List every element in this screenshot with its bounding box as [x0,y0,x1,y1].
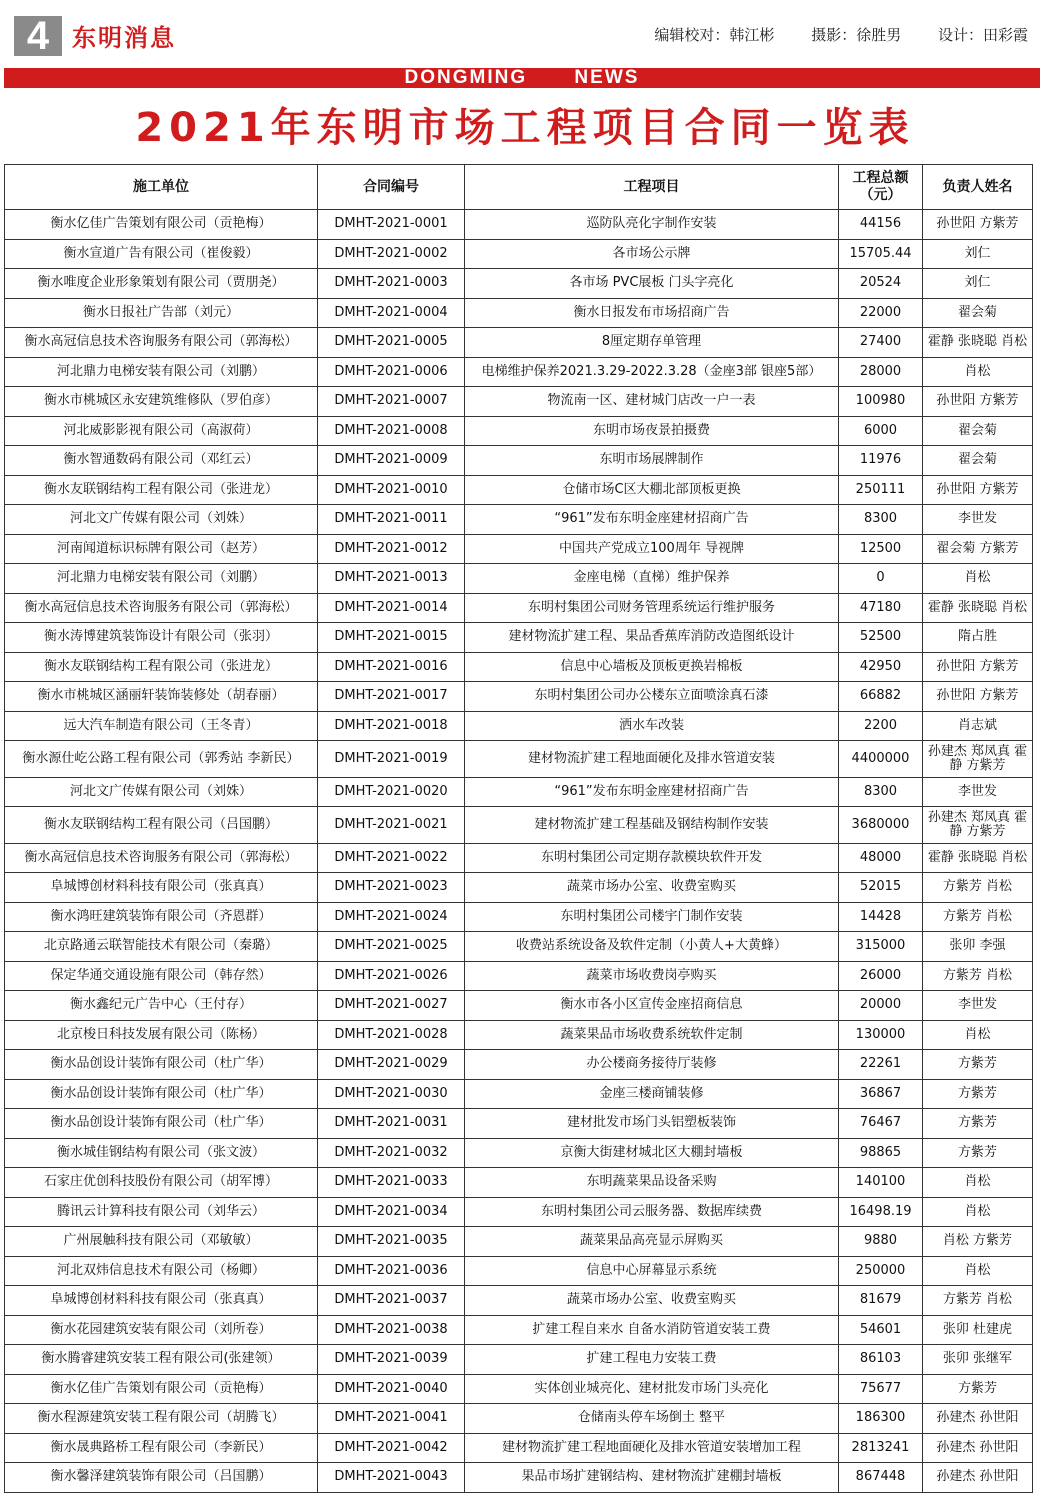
cell-unit: 远大汽车制造有限公司（王冬青） [5,711,318,741]
cell-person: 孙建杰 郑凤真 霍静 方紫芳 [923,807,1033,844]
cell-person: 肖松 [923,564,1033,594]
cell-unit: 衡水智通数码有限公司（邓红云） [5,446,318,476]
banner-text: DONGMING NEWS [404,67,640,88]
table-row [5,777,1033,807]
table-row [5,357,1033,387]
cell-project: 东明蔬菜果品设备采购 [465,1168,839,1198]
cell-unit: 衡水程源建筑安装工程有限公司（胡腾飞） [5,1404,318,1434]
cell-unit: 河北文广传媒有限公司（刘姝） [5,505,318,535]
table-row [5,1109,1033,1139]
table-row [5,1374,1033,1404]
cell-unit: 衡水亿佳广告策划有限公司（贡艳梅） [5,1374,318,1404]
cell-person: 方紫芳 [923,1109,1033,1139]
cell-amount: 47180 [839,593,923,623]
table-row [5,932,1033,962]
cell-code: DMHT-2021-0001 [318,210,465,240]
cell-person: 孙世阳 方紫芳 [923,387,1033,417]
cell-person: 孙建杰 孙世阳 [923,1463,1033,1493]
cell-amount: 12500 [839,534,923,564]
cell-person: 李世发 [923,505,1033,535]
cell-amount: 86103 [839,1345,923,1375]
cell-person: 张卯 杜建虎 [923,1315,1033,1345]
cell-project: 东明市场展牌制作 [465,446,839,476]
cell-amount: 4400000 [839,741,923,778]
newspaper-brand: 东明消息 [72,23,176,52]
cell-person: 方紫芳 肖松 [923,873,1033,903]
cell-unit: 衡水亿佳广告策划有限公司（贡艳梅） [5,210,318,240]
cell-project: 巡防队亮化字制作安装 [465,210,839,240]
cell-amount: 20000 [839,991,923,1021]
cell-unit: 阜城博创材料科技有限公司（张真真） [5,873,318,903]
table-row [5,298,1033,328]
cell-code: DMHT-2021-0014 [318,593,465,623]
table-row [5,1286,1033,1316]
cell-code: DMHT-2021-0042 [318,1433,465,1463]
cell-project: 物流南一区、建材城门店改一户一表 [465,387,839,417]
table-row [5,564,1033,594]
cell-unit: 衡水城佳钢结构有限公司（张文波） [5,1138,318,1168]
cell-project: 东明村集团公司定期存款模块软件开发 [465,843,839,873]
table-row [5,534,1033,564]
cell-code: DMHT-2021-0025 [318,932,465,962]
table-row [5,711,1033,741]
table-body [5,210,1033,1493]
cell-person: 孙世阳 方紫芳 [923,652,1033,682]
cell-project: 各市场公示牌 [465,239,839,269]
cell-code: DMHT-2021-0010 [318,475,465,505]
header-unit: 施工单位 [5,165,318,210]
cell-code: DMHT-2021-0013 [318,564,465,594]
cell-project: 办公楼商务接待厅装修 [465,1050,839,1080]
cell-person: 翟会菊 [923,416,1033,446]
credit-photographer: 摄影：徐胜男 [811,26,902,44]
cell-amount: 0 [839,564,923,594]
table-row [5,1020,1033,1050]
table-row [5,416,1033,446]
cell-person: 肖松 [923,1020,1033,1050]
cell-code: DMHT-2021-0019 [318,741,465,778]
cell-code: DMHT-2021-0023 [318,873,465,903]
cell-unit: 衡水日报社广告部（刘元） [5,298,318,328]
table-row [5,387,1033,417]
cell-code: DMHT-2021-0038 [318,1315,465,1345]
cell-code: DMHT-2021-0030 [318,1079,465,1109]
cell-code: DMHT-2021-0002 [318,239,465,269]
cell-unit: 衡水高冠信息技术咨询服务有限公司（郭海松） [5,593,318,623]
cell-unit: 河北文广传媒有限公司（刘姝） [5,777,318,807]
table-row [5,741,1033,778]
cell-amount: 26000 [839,961,923,991]
cell-amount: 81679 [839,1286,923,1316]
cell-unit: 河北鼎力电梯安装有限公司（刘鹏） [5,564,318,594]
table-row [5,475,1033,505]
cell-amount: 14428 [839,902,923,932]
table-row [5,623,1033,653]
cell-person: 李世发 [923,991,1033,1021]
cell-person: 方紫芳 [923,1138,1033,1168]
table-row [5,682,1033,712]
table-row [5,902,1033,932]
table-row [5,1433,1033,1463]
credits [622,24,1028,45]
cell-code: DMHT-2021-0016 [318,652,465,682]
cell-amount: 66882 [839,682,923,712]
cell-code: DMHT-2021-0008 [318,416,465,446]
cell-person: 方紫芳 [923,1050,1033,1080]
cell-unit: 衡水品创设计装饰有限公司（杜广华） [5,1109,318,1139]
cell-person: 孙世阳 方紫芳 [923,210,1033,240]
cell-code: DMHT-2021-0040 [318,1374,465,1404]
cell-project: 东明村集团公司办公楼东立面喷涂真石漆 [465,682,839,712]
cell-person: 张卯 李强 [923,932,1033,962]
red-banner [4,68,1040,88]
cell-project: 各市场 PVC展板 门头字亮化 [465,269,839,299]
cell-unit: 衡水友联钢结构工程有限公司（吕国鹏） [5,807,318,844]
table-row [5,1404,1033,1434]
cell-amount: 6000 [839,416,923,446]
cell-project: 实体创业城亮化、建材批发市场门头亮化 [465,1374,839,1404]
cell-amount: 36867 [839,1079,923,1109]
table-row [5,1138,1033,1168]
cell-project: 蔬菜果品高亮显示屏购买 [465,1227,839,1257]
cell-project: 8厘定期存单管理 [465,328,839,358]
cell-amount: 100980 [839,387,923,417]
credit-editor: 编辑校对：韩江彬 [654,26,775,44]
cell-project: 建材物流扩建工程地面硬化及排水管道安装增加工程 [465,1433,839,1463]
cell-amount: 8300 [839,505,923,535]
cell-code: DMHT-2021-0007 [318,387,465,417]
cell-project: 仓储市场C区大棚北部顶板更换 [465,475,839,505]
cell-unit: 衡水唯度企业形象策划有限公司（贾朋尧） [5,269,318,299]
cell-code: DMHT-2021-0017 [318,682,465,712]
cell-amount: 15705.44 [839,239,923,269]
cell-code: DMHT-2021-0009 [318,446,465,476]
header-project: 工程项目 [465,165,839,210]
table-row [5,1168,1033,1198]
cell-code: DMHT-2021-0036 [318,1256,465,1286]
cell-unit: 河北威影影视有限公司（高淑荷） [5,416,318,446]
header-amount: 工程总额 （元） [839,165,923,210]
table-row [5,1256,1033,1286]
cell-person: 方紫芳 肖松 [923,961,1033,991]
cell-code: DMHT-2021-0018 [318,711,465,741]
cell-project: 信息中心屏幕显示系统 [465,1256,839,1286]
cell-unit: 广州展触科技有限公司（邓敏敏） [5,1227,318,1257]
cell-project: 蔬菜市场收费岗亭购买 [465,961,839,991]
table-row [5,210,1033,240]
table-row [5,1227,1033,1257]
cell-project: 衡水日报发布市场招商广告 [465,298,839,328]
cell-person: 肖松 [923,1168,1033,1198]
cell-person: 孙建杰 孙世阳 [923,1404,1033,1434]
cell-unit: 衡水友联钢结构工程有限公司（张进龙） [5,652,318,682]
cell-project: 洒水车改装 [465,711,839,741]
cell-project: “961”发布东明金座建材招商广告 [465,505,839,535]
cell-unit: 衡水馨泽建筑装饰有限公司（吕国鹏） [5,1463,318,1493]
cell-project: 电梯维护保养2021.3.29-2022.3.28（金座3部 银座5部） [465,357,839,387]
table-row [5,843,1033,873]
table-row [5,1197,1033,1227]
cell-project: 信息中心墙板及顶板更换岩棉板 [465,652,839,682]
cell-amount: 3680000 [839,807,923,844]
cell-amount: 11976 [839,446,923,476]
cell-code: DMHT-2021-0006 [318,357,465,387]
cell-person: 肖志斌 [923,711,1033,741]
cell-person: 方紫芳 肖松 [923,902,1033,932]
cell-project: “961”发布东明金座建材招商广告 [465,777,839,807]
table-row [5,1463,1033,1493]
cell-code: DMHT-2021-0022 [318,843,465,873]
cell-unit: 衡水友联钢结构工程有限公司（张进龙） [5,475,318,505]
cell-project: 金座三楼商铺装修 [465,1079,839,1109]
cell-project: 建材物流扩建工程地面硬化及排水管道安装 [465,741,839,778]
cell-code: DMHT-2021-0043 [318,1463,465,1493]
cell-code: DMHT-2021-0003 [318,269,465,299]
cell-person: 孙世阳 方紫芳 [923,682,1033,712]
cell-project: 蔬菜市场办公室、收费室购买 [465,873,839,903]
cell-project: 蔬菜市场办公室、收费室购买 [465,1286,839,1316]
table-row [5,446,1033,476]
table-row [5,873,1033,903]
cell-code: DMHT-2021-0034 [318,1197,465,1227]
cell-code: DMHT-2021-0024 [318,902,465,932]
cell-person: 肖松 [923,1256,1033,1286]
cell-person: 方紫芳 [923,1374,1033,1404]
cell-amount: 2200 [839,711,923,741]
cell-amount: 315000 [839,932,923,962]
cell-person: 霍静 张晓聪 肖松 [923,328,1033,358]
table-row [5,269,1033,299]
cell-person: 霍静 张晓聪 肖松 [923,593,1033,623]
cell-person: 翟会菊 [923,446,1033,476]
cell-code: DMHT-2021-0033 [318,1168,465,1198]
cell-person: 方紫芳 肖松 [923,1286,1033,1316]
cell-project: 东明村集团公司楼宇门制作安装 [465,902,839,932]
cell-amount: 52015 [839,873,923,903]
cell-code: DMHT-2021-0027 [318,991,465,1021]
cell-project: 东明市场夜景拍摄费 [465,416,839,446]
cell-person: 孙建杰 郑凤真 霍静 方紫芳 [923,741,1033,778]
page-header [0,0,1050,68]
table-row [5,991,1033,1021]
cell-amount: 2813241 [839,1433,923,1463]
cell-project: 扩建工程自来水 自备水消防管道安装工费 [465,1315,839,1345]
cell-project: 京衡大街建材城北区大棚封墙板 [465,1138,839,1168]
cell-project: 金座电梯（直梯）维护保养 [465,564,839,594]
table-row [5,652,1033,682]
cell-amount: 130000 [839,1020,923,1050]
cell-unit: 衡水晟典路桥工程有限公司（李新民） [5,1433,318,1463]
cell-unit: 衡水鑫纪元广告中心（王付存） [5,991,318,1021]
cell-person: 肖松 [923,1197,1033,1227]
table-row [5,593,1033,623]
cell-unit: 河北双炜信息技术有限公司（杨卿） [5,1256,318,1286]
table-header-row [5,165,1033,210]
cell-person: 孙世阳 方紫芳 [923,475,1033,505]
cell-amount: 20524 [839,269,923,299]
cell-person: 翟会菊 [923,298,1033,328]
header-code: 合同编号 [318,165,465,210]
cell-code: DMHT-2021-0037 [318,1286,465,1316]
table-row [5,807,1033,844]
cell-project: 衡水市各小区宣传金座招商信息 [465,991,839,1021]
cell-project: 扩建工程电力安装工费 [465,1345,839,1375]
cell-unit: 衡水鸿旺建筑装饰有限公司（齐恩群） [5,902,318,932]
cell-person: 翟会菊 方紫芳 [923,534,1033,564]
cell-unit: 衡水涛博建筑装饰设计有限公司（张羽） [5,623,318,653]
cell-person: 李世发 [923,777,1033,807]
cell-amount: 98865 [839,1138,923,1168]
cell-amount: 44156 [839,210,923,240]
table-row [5,239,1033,269]
cell-project: 仓储南头停车场倒土 整平 [465,1404,839,1434]
cell-project: 建材物流扩建工程、果品香蕉库消防改造图纸设计 [465,623,839,653]
page-title: 2021年东明市场工程项目合同一览表 [135,105,915,151]
cell-unit: 河南闻道标识标牌有限公司（赵芳） [5,534,318,564]
cell-amount: 76467 [839,1109,923,1139]
cell-person: 刘仁 [923,239,1033,269]
cell-code: DMHT-2021-0029 [318,1050,465,1080]
cell-code: DMHT-2021-0031 [318,1109,465,1139]
cell-person: 张卯 张继军 [923,1345,1033,1375]
cell-amount: 48000 [839,843,923,873]
cell-code: DMHT-2021-0005 [318,328,465,358]
cell-code: DMHT-2021-0039 [318,1345,465,1375]
cell-unit: 衡水高冠信息技术咨询服务有限公司（郭海松） [5,328,318,358]
table-row [5,505,1033,535]
cell-person: 方紫芳 [923,1079,1033,1109]
table-row [5,1050,1033,1080]
cell-code: DMHT-2021-0020 [318,777,465,807]
cell-amount: 8300 [839,777,923,807]
cell-code: DMHT-2021-0004 [318,298,465,328]
cell-project: 收费站系统设备及软件定制（小黄人+大黄蜂） [465,932,839,962]
header-person: 负责人姓名 [923,165,1033,210]
cell-person: 孙建杰 孙世阳 [923,1433,1033,1463]
cell-unit: 衡水高冠信息技术咨询服务有限公司（郭海松） [5,843,318,873]
cell-code: DMHT-2021-0041 [318,1404,465,1434]
cell-project: 果品市场扩建钢结构、建材物流扩建棚封墙板 [465,1463,839,1493]
page-number: 4 [14,16,62,56]
table-row [5,961,1033,991]
cell-code: DMHT-2021-0035 [318,1227,465,1257]
cell-amount: 9880 [839,1227,923,1257]
cell-amount: 28000 [839,357,923,387]
cell-amount: 75677 [839,1374,923,1404]
cell-project: 中国共产党成立100周年 导视牌 [465,534,839,564]
cell-person: 霍静 张晓聪 肖松 [923,843,1033,873]
cell-code: DMHT-2021-0015 [318,623,465,653]
cell-unit: 衡水品创设计装饰有限公司（杜广华） [5,1079,318,1109]
cell-amount: 250000 [839,1256,923,1286]
cell-person: 肖松 [923,357,1033,387]
cell-unit: 保定华通交通设施有限公司（韩存然） [5,961,318,991]
cell-amount: 27400 [839,328,923,358]
cell-person: 肖松 方紫芳 [923,1227,1033,1257]
cell-person: 隋占胜 [923,623,1033,653]
cell-unit: 石家庄优创科技股份有限公司（胡军博） [5,1168,318,1198]
credit-designer: 设计：田彩霞 [937,26,1028,44]
contract-table [4,164,1033,1493]
cell-unit: 衡水市桃城区永安建筑维修队（罗伯彦） [5,387,318,417]
cell-amount: 250111 [839,475,923,505]
cell-project: 东明村集团公司财务管理系统运行维护服务 [465,593,839,623]
cell-unit: 北京梭日科技发展有限公司（陈杨） [5,1020,318,1050]
cell-unit: 衡水品创设计装饰有限公司（杜广华） [5,1050,318,1080]
cell-project: 东明村集团公司云服务器、数据库续费 [465,1197,839,1227]
cell-unit: 河北鼎力电梯安装有限公司（刘鹏） [5,357,318,387]
table-row [5,328,1033,358]
cell-amount: 22000 [839,298,923,328]
cell-amount: 867448 [839,1463,923,1493]
cell-unit: 衡水腾睿建筑安装工程有限公司(张建领） [5,1345,318,1375]
cell-amount: 54601 [839,1315,923,1345]
cell-amount: 186300 [839,1404,923,1434]
cell-amount: 140100 [839,1168,923,1198]
cell-code: DMHT-2021-0026 [318,961,465,991]
cell-project: 建材批发市场门头铝塑板装饰 [465,1109,839,1139]
cell-person: 刘仁 [923,269,1033,299]
cell-amount: 52500 [839,623,923,653]
cell-code: DMHT-2021-0011 [318,505,465,535]
cell-code: DMHT-2021-0021 [318,807,465,844]
table-row [5,1079,1033,1109]
cell-amount: 42950 [839,652,923,682]
cell-unit: 衡水源仕屹公路工程有限公司（郭秀站 李新民） [5,741,318,778]
cell-code: DMHT-2021-0032 [318,1138,465,1168]
cell-amount: 22261 [839,1050,923,1080]
cell-unit: 衡水市桃城区涵丽轩装饰装修处（胡春丽） [5,682,318,712]
cell-unit: 衡水宣道广告有限公司（崔俊毅） [5,239,318,269]
table-row [5,1345,1033,1375]
cell-unit: 阜城博创材料科技有限公司（张真真） [5,1286,318,1316]
cell-code: DMHT-2021-0028 [318,1020,465,1050]
cell-code: DMHT-2021-0012 [318,534,465,564]
cell-project: 建材物流扩建工程基础及钢结构制作安装 [465,807,839,844]
cell-unit: 衡水花园建筑安装有限公司（刘所卷） [5,1315,318,1345]
cell-unit: 腾讯云计算科技有限公司（刘华云） [5,1197,318,1227]
cell-amount: 16498.19 [839,1197,923,1227]
cell-project: 蔬菜果品市场收费系统软件定制 [465,1020,839,1050]
table-row [5,1315,1033,1345]
cell-unit: 北京路通云联智能技术有限公司（秦璐） [5,932,318,962]
